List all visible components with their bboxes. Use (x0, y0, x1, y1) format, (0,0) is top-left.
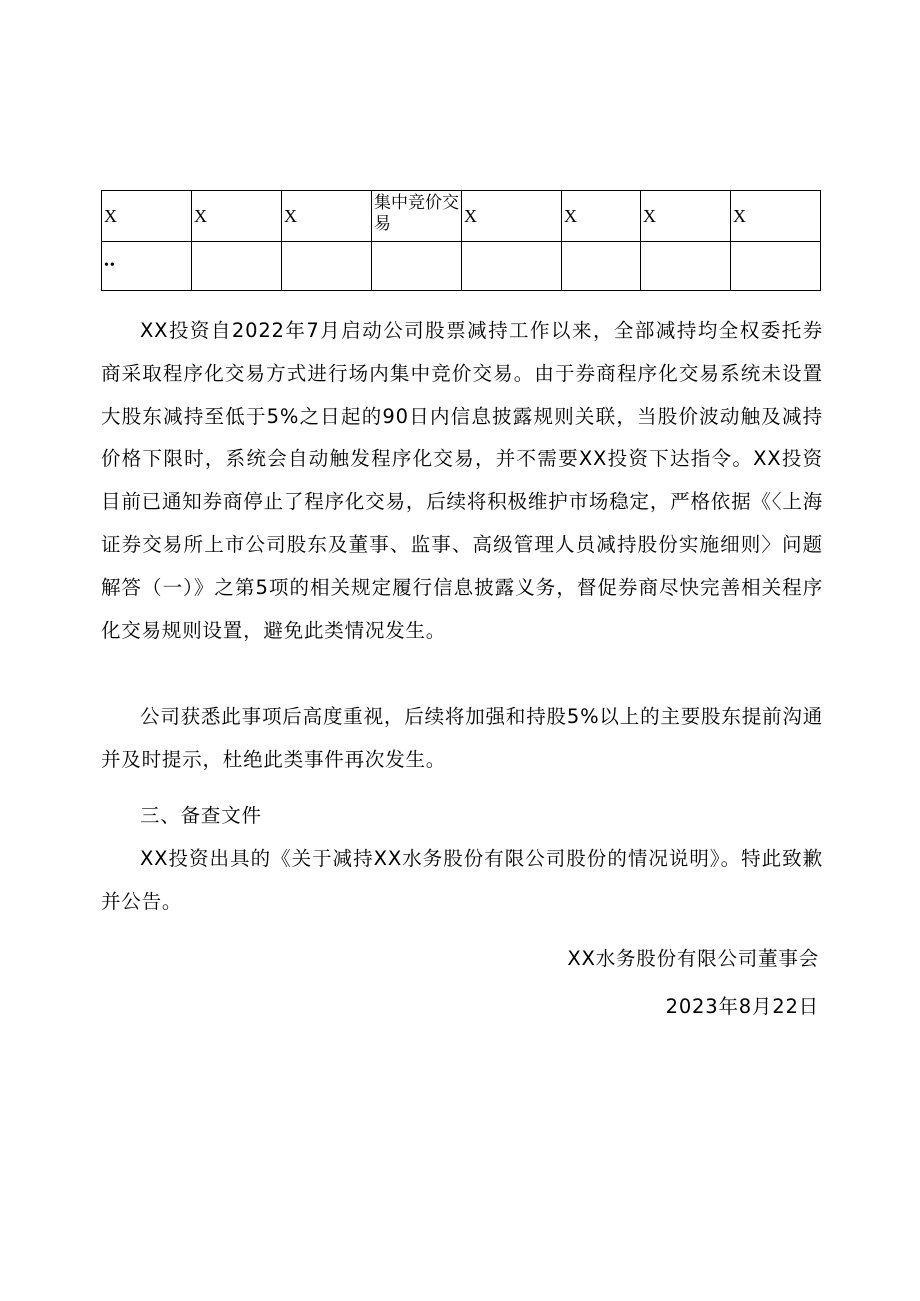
signature-date: 2023年8月22日 (665, 995, 819, 1018)
paragraph-reference-docs: XX投资出具的《关于减持XX水务股份有限公司股份的情况说明》。特此致歉并公告。 (101, 847, 823, 913)
table-cell: X (562, 191, 641, 242)
table-cell: 集中竞价交易 (372, 191, 462, 242)
table-row (102, 191, 821, 242)
table-cell: •• (102, 242, 192, 291)
table-cell (192, 242, 282, 291)
table-cell: X (282, 191, 372, 242)
transaction-table (101, 190, 821, 291)
table-row (102, 242, 821, 291)
table-cell: X (192, 191, 282, 242)
table-cell: X (641, 191, 731, 242)
table-cell (462, 242, 562, 291)
signature-company: XX水务股份有限公司董事会 (567, 947, 819, 970)
table-cell: X (102, 191, 192, 242)
paragraph-reduction-explanation: XX投资自2022年7月启动公司股票减持工作以来，全部减持均全权委托券商采取程序化交易方式进行场内集中竞价交易。由于券商程序化交易系统未设置大股东减持至低于5%之日起的90日内信息披露规则关联，当股价波动触及减持价格下限时，系统会自动触发程序化交易，并不需要XX投资下达指令。XX投资目前已通知券商停止了程序化交易，后续将积极维护市场稳定，严格依据《〈上海证券交易所上市公司股东及董事、监事、高级管理人员减持股份实施细则〉问题解答（一）》之第5项的相关规定履行信息披露义务，督促券商尽快完善相关程序化交易规则设置，避免此类情况发生。 (101, 319, 823, 642)
table-cell (731, 242, 821, 291)
table-cell: X (731, 191, 821, 242)
table-cell (641, 242, 731, 291)
table-cell (282, 242, 372, 291)
section-heading-reference-docs: 三、备查文件 (140, 804, 262, 827)
paragraph-company-response: 公司获悉此事项后高度重视，后续将加强和持股5%以上的主要股东提前沟通并及时提示，杜绝此类事件再次发生。 (101, 705, 823, 771)
table-cell: X (462, 191, 562, 242)
table-cell (562, 242, 641, 291)
table-cell (372, 242, 462, 291)
